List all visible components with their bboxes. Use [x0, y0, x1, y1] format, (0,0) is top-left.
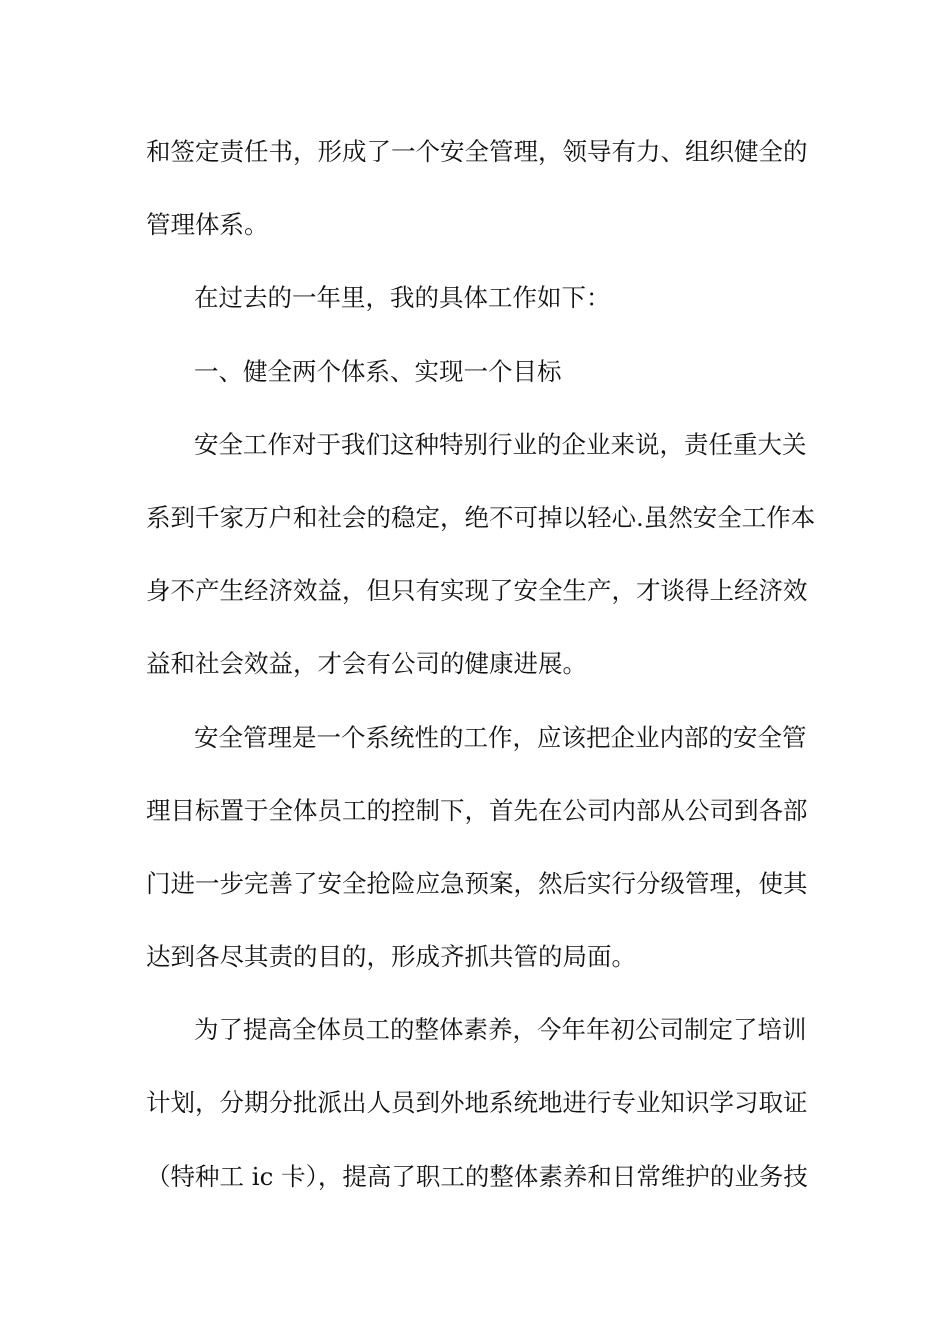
text-line: 安全管理是一个系统性的工作，应该把企业内部的安全管 [194, 722, 807, 752]
text-line: 安全工作对于我们这种特别行业的企业来说，责任重大关 [194, 429, 807, 459]
text-line: 理目标置于全体员工的控制下，首先在公司内部从公司到各部 [146, 795, 808, 825]
text-line: 管理体系。 [146, 210, 269, 240]
text-line: 达到各尽其责的目的，形成齐抓共管的局面。 [146, 942, 636, 972]
text-line: 身不产生经济效益，但只有实现了安全生产，才谈得上经济效 [146, 576, 808, 606]
text-line: 益和社会效益，才会有公司的健康进展。 [146, 649, 587, 679]
text-line: （特种工 ic 卡），提高了职工的整体素养和日常维护的业务技 [146, 1161, 808, 1191]
text-line: 在过去的一年里，我的具体工作如下： [194, 283, 611, 313]
section-heading: 一、健全两个体系、实现一个目标 [194, 356, 562, 386]
text-line: 门进一步完善了安全抢险应急预案，然后实行分级管理，使其 [146, 868, 808, 898]
document-body [146, 132, 816, 1230]
text-line: 和签定责任书，形成了一个安全管理，领导有力、组织健全的 [146, 137, 808, 166]
text-line: 系到千家万户和社会的稳定，绝不可掉以轻心.虽然安全工作本 [146, 502, 816, 532]
text-line: 为了提高全体员工的整体素养，今年年初公司制定了培训 [194, 1015, 807, 1045]
text-line: 计划，分期分批派出人员到外地系统地进行专业知识学习取证 [146, 1088, 808, 1118]
